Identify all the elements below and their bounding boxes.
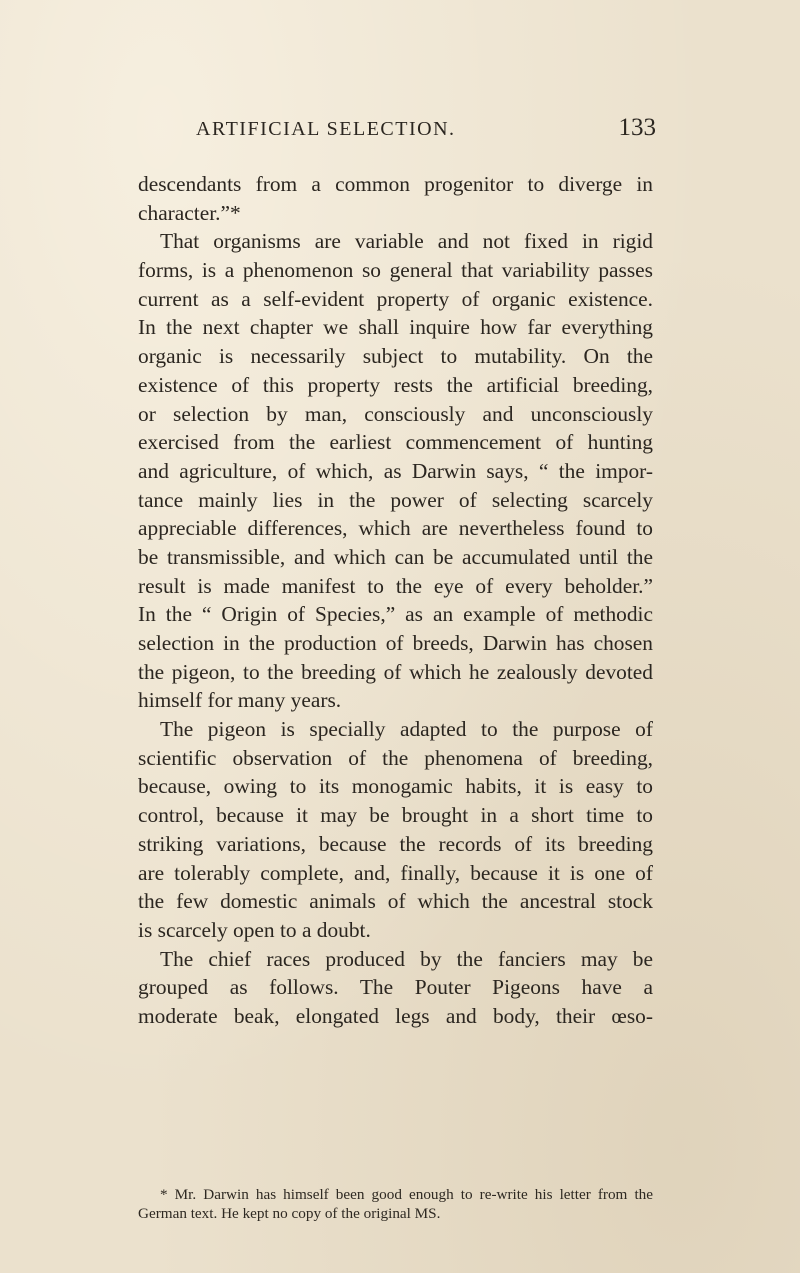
text-line: current as a self-evident property of organic existence. [138,286,653,311]
text-line: existence of this property rests the artificial breeding, [138,372,653,397]
text-line: In the next chapter we shall inquire how far everything [138,315,653,340]
text-line: forms, is a phenomenon so general that variability passes [138,258,653,283]
text-line: In the “ Origin of Species,” as an example of methodic [138,602,653,627]
text-line: striking variations, because the records of its breeding [138,831,653,856]
text-line: control, because it may be brought in a short time to [138,803,653,828]
page-number: 133 [618,114,656,141]
text-line: and agriculture, of which, as Darwin says, “ the impor- [138,458,653,483]
text-line: or selection by man, consciously and unconsciously [138,401,653,426]
text-line: selection in the production of breeds, Darwin has chosen [138,631,653,655]
page-header [196,100,656,140]
text-line: tance mainly lies in the power of selecting scarcely [138,487,653,512]
text-line: result is made manifest to the eye of every beholder.” [138,573,653,598]
text-line: scientific observation of the phenomena of breeding, [138,745,653,770]
body-text [138,170,653,1031]
paragraph-start-line: The chief races produced by the fanciers may be [160,946,653,971]
text-line: because, owing to its monogamic habits, it is easy to [138,774,653,799]
text-line: the pigeon, to the breeding of which he zealously devoted [138,659,653,684]
paragraph-start-line: That organisms are variable and not fixed in rigid [160,229,653,254]
footnote-line: German text. He kept no copy of the original MS. [138,1205,441,1222]
footnote-line: * Mr. Darwin has himself been good enough to re-write his letter from the [160,1186,653,1203]
text-line: are tolerably complete, and, finally, because it is one of [138,860,653,885]
text-line: is scarcely open to a doubt. [138,917,371,942]
text-line: appreciable differences, which are nevertheless found to [138,516,653,541]
text-line: himself for many years. [138,688,342,713]
text-line: the few domestic animals of which the ancestral stock [138,889,653,914]
text-line: grouped as follows. The Pouter Pigeons have a [138,975,653,1000]
text-line: exercised from the earliest commencement of hunting [138,430,653,455]
paragraph-start-line: The pigeon is specially adapted to the purpose of [160,717,653,742]
footnote [138,1185,653,1223]
text-line: character.”* [138,200,241,225]
text-line: organic is necessarily subject to mutability. On the [138,344,653,369]
text-line: be transmissible, and which can be accumulated until the [138,544,653,569]
running-head: ARTIFICIAL SELECTION. [196,118,456,140]
text-line: moderate beak, elongated legs and body, their œso- [138,1003,653,1028]
text-line: descendants from a common progenitor to diverge in [138,172,653,196]
